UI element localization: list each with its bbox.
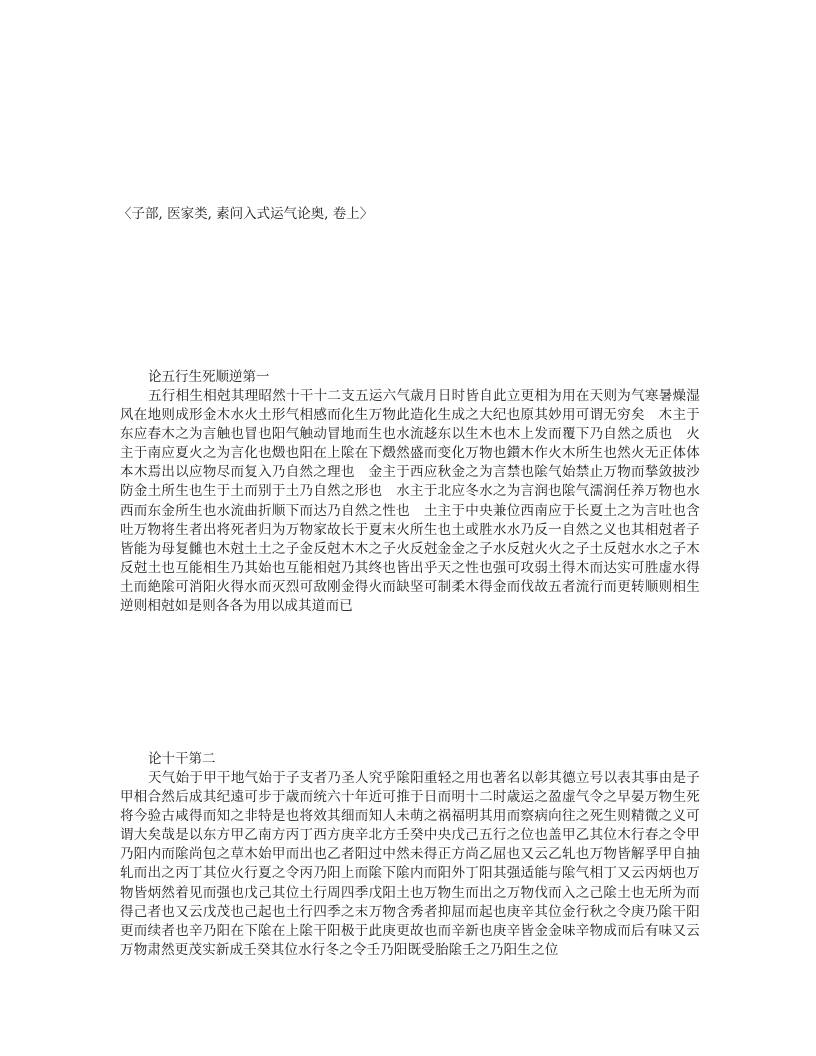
section-ten-stems — [120, 750, 700, 960]
section-title: 论十干第二 — [148, 751, 216, 767]
section-title: 论五行生死顺逆第一 — [148, 369, 270, 385]
section-body: 五行相生相尅其理昭然十干十二支五运六气歳月日时皆自此立更相为用在天则为气寒暑燥湿风在地则成形金木水火土形气相感而化生万物此造化生成之大纪也原其妙用可谓无穷矣 木主于东应春木之为言触也冒也阳气触动冒地而生也水流趍东以生木也木上发而覆下乃自然之质也 火主于南应夏火之为言化也燬也阳在上隂在下燬然盛而变化万物也鑚木作火木所生也然火无正体体本木焉出以应物尽而复入乃自然之理也 金主于西应秋金之为言禁也隂气始禁止万物而揫敛披沙防金土所生也生于土而别于土乃自然之形也 水主于北应冬水之为言润也隂气濡润任养万物也水西而东金所生也水流曲折顺下而达乃自然之性也 土主于中央兼位西南应于长夏土之为言吐也含吐万物将生者出将死者归为万物家故长于夏末火所生也土或胜水水乃反一自然之义也其相尅者子皆能为母复雠也木尅土土之子金反尅木木之子火反尅金金之子水反尅火火之子土反尅水水之子木反尅土也互能相生乃其始也互能相尅乃其终也皆出乎天之性也强可攻弱土得木而达实可胜虚水得土而絶隂可消阳火得水而灭烈可敌刚金得火而缺坚可制柔木得金而伐故五者流行而更转顺则相生逆则相尅如是则各各为用以成其道而已 — [120, 388, 700, 615]
section-body: 天气始于甲干地气始于子支者乃圣人究乎隂阳重轻之用也著名以彰其德立号以表其事由是子甲相合然后成其纪遠可步于歳而统六十年近可推于日而明十二时歳运之盈虚气令之早晏万物生死将今验古咸得而知之非特是也将效其细而知人未萌之祸福明其用而察病向往之死生则精微之义可谓大矣哉是以东方甲乙南方丙丁西方庚辛北方壬癸中央戊己五行之位也盖甲乙其位木行春之令甲乃阳内而隂尚包之草木始甲而出也乙者阳过中然未得正方尚乙屈也又云乙轧也万物皆解孚甲自抽轧而出之丙丁其位火行夏之令丙乃阳上而隂下隂内而阳外丁阳其强适能与隂气相丁又云丙炳也万物皆炳然着见而强也戊己其位土行周四季戊阳土也万物生而出之万物伐而入之己隂土也无所为而得己者也又云戊茂也己起也土行四季之末万物含秀者抑屈而起也庚辛其位金行秋之令庚乃隂干阳更而续者也辛乃阳在下隂在上隂干阳极于此庚更故也而辛新也庚辛皆金金味辛物成而后有味又云万物肃然更茂实新成壬癸其位水行冬之令壬乃阳既受胎隂壬之乃阳生之位 — [120, 770, 700, 958]
section-five-elements — [120, 368, 700, 616]
source-citation: 〈子部, 医家类, 素问入式运气论奥, 卷上〉 — [118, 206, 374, 222]
